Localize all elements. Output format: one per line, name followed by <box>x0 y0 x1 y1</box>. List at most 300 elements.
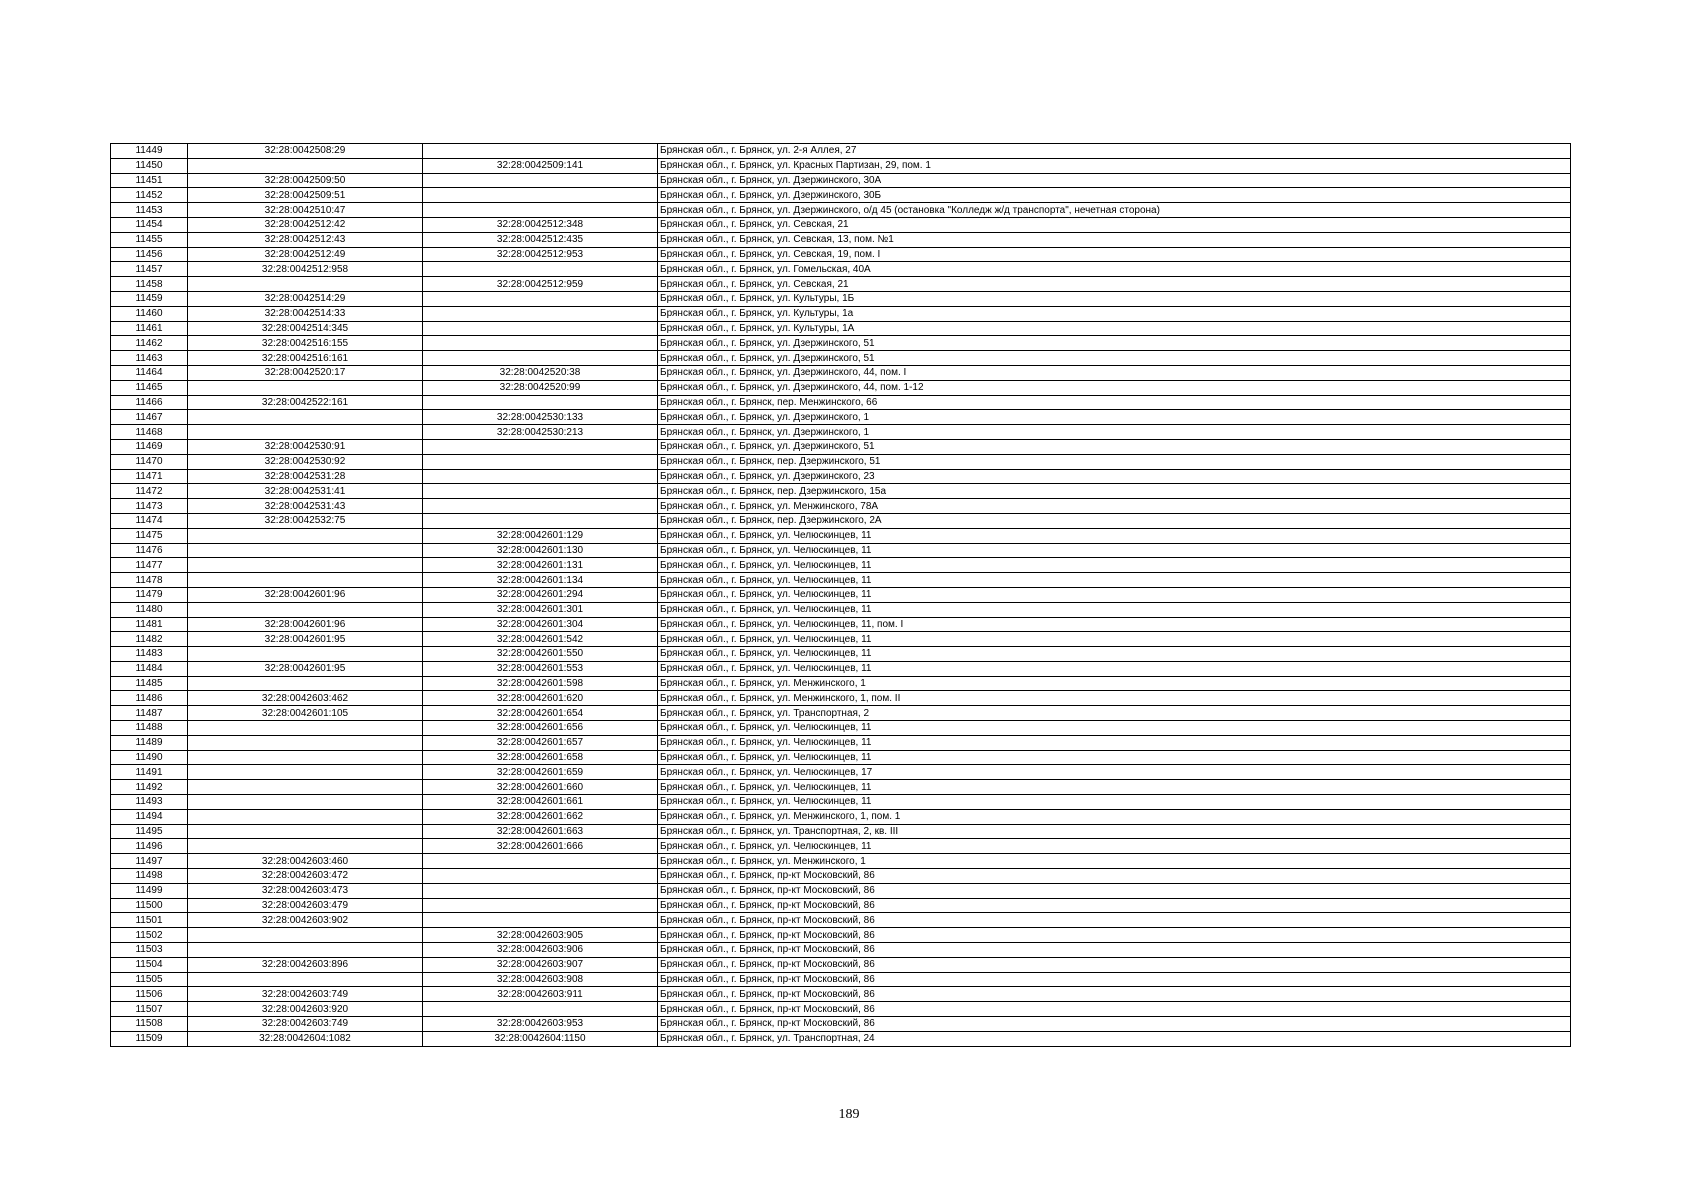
table-row <box>111 247 1571 262</box>
land-cadastral-number-cell: 32:28:0042603:749 <box>188 1017 423 1032</box>
row-number-cell: 11457 <box>111 262 188 277</box>
table-row <box>111 351 1571 366</box>
row-number-cell: 11455 <box>111 232 188 247</box>
table-row <box>111 750 1571 765</box>
address-cell: Брянская обл., г. Брянск, пер. Дзержинского, 51 <box>658 454 1571 469</box>
row-number-cell: 11452 <box>111 188 188 203</box>
object-cadastral-number-cell <box>423 499 658 514</box>
object-cadastral-number-cell: 32:28:0042603:911 <box>423 987 658 1002</box>
land-cadastral-number-cell <box>188 647 423 662</box>
table-row <box>111 306 1571 321</box>
land-cadastral-number-cell: 32:28:0042601:95 <box>188 661 423 676</box>
row-number-cell: 11469 <box>111 439 188 454</box>
row-number-cell: 11482 <box>111 632 188 647</box>
address-cell: Брянская обл., г. Брянск, ул. Дзержинского, 51 <box>658 336 1571 351</box>
row-number-cell: 11477 <box>111 558 188 573</box>
table-row <box>111 780 1571 795</box>
table-row <box>111 661 1571 676</box>
table-row <box>111 647 1571 662</box>
table-row <box>111 336 1571 351</box>
row-number-cell: 11458 <box>111 277 188 292</box>
row-number-cell: 11507 <box>111 1002 188 1017</box>
object-cadastral-number-cell <box>423 1002 658 1017</box>
land-cadastral-number-cell <box>188 721 423 736</box>
address-cell: Брянская обл., г. Брянск, ул. Дзержинского, 1 <box>658 410 1571 425</box>
address-cell: Брянская обл., г. Брянск, ул. Культуры, 1Б <box>658 291 1571 306</box>
row-number-cell: 11464 <box>111 365 188 380</box>
object-cadastral-number-cell: 32:28:0042601:662 <box>423 809 658 824</box>
address-cell: Брянская обл., г. Брянск, ул. Челюскинцев, 17 <box>658 765 1571 780</box>
object-cadastral-number-cell <box>423 321 658 336</box>
land-cadastral-number-cell: 32:28:0042522:161 <box>188 395 423 410</box>
row-number-cell: 11488 <box>111 721 188 736</box>
land-cadastral-number-cell: 32:28:0042603:749 <box>188 987 423 1002</box>
address-cell: Брянская обл., г. Брянск, ул. Челюскинцев, 11 <box>658 647 1571 662</box>
table-row <box>111 262 1571 277</box>
row-number-cell: 11454 <box>111 217 188 232</box>
row-number-cell: 11450 <box>111 158 188 173</box>
registry-table <box>110 143 1571 1047</box>
table-row <box>111 543 1571 558</box>
object-cadastral-number-cell: 32:28:0042601:134 <box>423 573 658 588</box>
object-cadastral-number-cell: 32:28:0042601:658 <box>423 750 658 765</box>
row-number-cell: 11479 <box>111 587 188 602</box>
row-number-cell: 11494 <box>111 809 188 824</box>
land-cadastral-number-cell: 32:28:0042603:462 <box>188 691 423 706</box>
row-number-cell: 11476 <box>111 543 188 558</box>
table-row <box>111 1017 1571 1032</box>
land-cadastral-number-cell <box>188 558 423 573</box>
object-cadastral-number-cell: 32:28:0042601:131 <box>423 558 658 573</box>
address-cell: Брянская обл., г. Брянск, ул. Челюскинцев, 11 <box>658 780 1571 795</box>
object-cadastral-number-cell: 32:28:0042601:620 <box>423 691 658 706</box>
row-number-cell: 11459 <box>111 291 188 306</box>
object-cadastral-number-cell: 32:28:0042604:1150 <box>423 1031 658 1046</box>
land-cadastral-number-cell <box>188 573 423 588</box>
object-cadastral-number-cell: 32:28:0042512:953 <box>423 247 658 262</box>
row-number-cell: 11497 <box>111 854 188 869</box>
object-cadastral-number-cell: 32:28:0042520:38 <box>423 365 658 380</box>
table-row <box>111 632 1571 647</box>
table-row <box>111 410 1571 425</box>
land-cadastral-number-cell: 32:28:0042603:920 <box>188 1002 423 1017</box>
address-cell: Брянская обл., г. Брянск, ул. Челюскинцев, 11, пом. I <box>658 617 1571 632</box>
row-number-cell: 11492 <box>111 780 188 795</box>
table-row <box>111 676 1571 691</box>
row-number-cell: 11484 <box>111 661 188 676</box>
address-cell: Брянская обл., г. Брянск, пр-кт Московский, 86 <box>658 1017 1571 1032</box>
object-cadastral-number-cell <box>423 395 658 410</box>
address-cell: Брянская обл., г. Брянск, пр-кт Московский, 86 <box>658 869 1571 884</box>
row-number-cell: 11465 <box>111 380 188 395</box>
object-cadastral-number-cell: 32:28:0042601:657 <box>423 735 658 750</box>
row-number-cell: 11504 <box>111 957 188 972</box>
table-row <box>111 824 1571 839</box>
object-cadastral-number-cell <box>423 913 658 928</box>
table-row <box>111 587 1571 602</box>
row-number-cell: 11506 <box>111 987 188 1002</box>
object-cadastral-number-cell <box>423 854 658 869</box>
object-cadastral-number-cell: 32:28:0042601:666 <box>423 839 658 854</box>
land-cadastral-number-cell: 32:28:0042509:51 <box>188 188 423 203</box>
row-number-cell: 11495 <box>111 824 188 839</box>
table-row <box>111 972 1571 987</box>
row-number-cell: 11468 <box>111 425 188 440</box>
row-number-cell: 11481 <box>111 617 188 632</box>
land-cadastral-number-cell: 32:28:0042510:47 <box>188 203 423 218</box>
land-cadastral-number-cell: 32:28:0042512:43 <box>188 232 423 247</box>
address-cell: Брянская обл., г. Брянск, ул. Культуры, 1а <box>658 306 1571 321</box>
land-cadastral-number-cell <box>188 543 423 558</box>
address-cell: Брянская обл., г. Брянск, ул. Челюскинцев, 11 <box>658 795 1571 810</box>
row-number-cell: 11475 <box>111 528 188 543</box>
land-cadastral-number-cell: 32:28:0042514:29 <box>188 291 423 306</box>
address-cell: Брянская обл., г. Брянск, ул. Культуры, 1А <box>658 321 1571 336</box>
row-number-cell: 11478 <box>111 573 188 588</box>
address-cell: Брянская обл., г. Брянск, пр-кт Московский, 86 <box>658 957 1571 972</box>
address-cell: Брянская обл., г. Брянск, ул. Дзержинского, 30А <box>658 173 1571 188</box>
address-cell: Брянская обл., г. Брянск, ул. Дзержинского, 23 <box>658 469 1571 484</box>
land-cadastral-number-cell <box>188 277 423 292</box>
table-row <box>111 602 1571 617</box>
address-cell: Брянская обл., г. Брянск, ул. Челюскинцев, 11 <box>658 528 1571 543</box>
object-cadastral-number-cell: 32:28:0042601:304 <box>423 617 658 632</box>
table-row <box>111 883 1571 898</box>
row-number-cell: 11473 <box>111 499 188 514</box>
address-cell: Брянская обл., г. Брянск, ул. Транспортная, 2, кв. III <box>658 824 1571 839</box>
table-row <box>111 721 1571 736</box>
table-row <box>111 898 1571 913</box>
table-row <box>111 454 1571 469</box>
object-cadastral-number-cell <box>423 351 658 366</box>
object-cadastral-number-cell: 32:28:0042530:213 <box>423 425 658 440</box>
object-cadastral-number-cell: 32:28:0042520:99 <box>423 380 658 395</box>
object-cadastral-number-cell <box>423 898 658 913</box>
table-row <box>111 869 1571 884</box>
row-number-cell: 11480 <box>111 602 188 617</box>
object-cadastral-number-cell <box>423 513 658 528</box>
address-cell: Брянская обл., г. Брянск, ул. Менжинского, 1 <box>658 676 1571 691</box>
table-row <box>111 380 1571 395</box>
table-row <box>111 987 1571 1002</box>
table-row <box>111 795 1571 810</box>
row-number-cell: 11498 <box>111 869 188 884</box>
land-cadastral-number-cell <box>188 972 423 987</box>
address-cell: Брянская обл., г. Брянск, пр-кт Московский, 86 <box>658 883 1571 898</box>
address-cell: Брянская обл., г. Брянск, пр-кт Московский, 86 <box>658 972 1571 987</box>
page-number: 189 <box>838 1107 860 1122</box>
object-cadastral-number-cell: 32:28:0042601:129 <box>423 528 658 543</box>
table-row <box>111 439 1571 454</box>
object-cadastral-number-cell: 32:28:0042601:663 <box>423 824 658 839</box>
table-row <box>111 735 1571 750</box>
address-cell: Брянская обл., г. Брянск, ул. Гомельская, 40А <box>658 262 1571 277</box>
table-row <box>111 365 1571 380</box>
object-cadastral-number-cell: 32:28:0042601:660 <box>423 780 658 795</box>
land-cadastral-number-cell <box>188 158 423 173</box>
table-row <box>111 425 1571 440</box>
address-cell: Брянская обл., г. Брянск, ул. Дзержинского, 30Б <box>658 188 1571 203</box>
land-cadastral-number-cell: 32:28:0042530:92 <box>188 454 423 469</box>
table-row <box>111 513 1571 528</box>
object-cadastral-number-cell <box>423 454 658 469</box>
object-cadastral-number-cell: 32:28:0042603:953 <box>423 1017 658 1032</box>
object-cadastral-number-cell: 32:28:0042603:905 <box>423 928 658 943</box>
land-cadastral-number-cell: 32:28:0042531:43 <box>188 499 423 514</box>
row-number-cell: 11451 <box>111 173 188 188</box>
row-number-cell: 11486 <box>111 691 188 706</box>
land-cadastral-number-cell: 32:28:0042603:460 <box>188 854 423 869</box>
address-cell: Брянская обл., г. Брянск, ул. Челюскинцев, 11 <box>658 543 1571 558</box>
row-number-cell: 11483 <box>111 647 188 662</box>
object-cadastral-number-cell <box>423 306 658 321</box>
object-cadastral-number-cell: 32:28:0042601:656 <box>423 721 658 736</box>
address-cell: Брянская обл., г. Брянск, ул. Челюскинцев, 11 <box>658 750 1571 765</box>
land-cadastral-number-cell: 32:28:0042603:902 <box>188 913 423 928</box>
table-row <box>111 854 1571 869</box>
land-cadastral-number-cell <box>188 410 423 425</box>
row-number-cell: 11472 <box>111 484 188 499</box>
address-cell: Брянская обл., г. Брянск, ул. Дзержинского, 1 <box>658 425 1571 440</box>
address-cell: Брянская обл., г. Брянск, ул. Менжинского, 1, пом. 1 <box>658 809 1571 824</box>
land-cadastral-number-cell: 32:28:0042512:49 <box>188 247 423 262</box>
registry-table-body <box>111 144 1571 1047</box>
address-cell: Брянская обл., г. Брянск, ул. Челюскинцев, 11 <box>658 602 1571 617</box>
land-cadastral-number-cell: 32:28:0042603:479 <box>188 898 423 913</box>
land-cadastral-number-cell <box>188 602 423 617</box>
address-cell: Брянская обл., г. Брянск, ул. Челюскинцев, 11 <box>658 839 1571 854</box>
address-cell: Брянская обл., г. Брянск, пер. Менжинского, 66 <box>658 395 1571 410</box>
table-row <box>111 558 1571 573</box>
address-cell: Брянская обл., г. Брянск, ул. Менжинского, 1, пом. II <box>658 691 1571 706</box>
table-row <box>111 809 1571 824</box>
table-row <box>111 232 1571 247</box>
address-cell: Брянская обл., г. Брянск, ул. Дзержинского, 51 <box>658 439 1571 454</box>
land-cadastral-number-cell: 32:28:0042601:96 <box>188 617 423 632</box>
row-number-cell: 11491 <box>111 765 188 780</box>
address-cell: Брянская обл., г. Брянск, ул. Челюскинцев, 11 <box>658 587 1571 602</box>
row-number-cell: 11460 <box>111 306 188 321</box>
address-cell: Брянская обл., г. Брянск, ул. Челюскинцев, 11 <box>658 573 1571 588</box>
land-cadastral-number-cell: 32:28:0042603:473 <box>188 883 423 898</box>
land-cadastral-number-cell: 32:28:0042508:29 <box>188 144 423 159</box>
address-cell: Брянская обл., г. Брянск, ул. 2-я Аллея, 27 <box>658 144 1571 159</box>
object-cadastral-number-cell: 32:28:0042512:435 <box>423 232 658 247</box>
table-row <box>111 943 1571 958</box>
address-cell: Брянская обл., г. Брянск, пр-кт Московский, 86 <box>658 898 1571 913</box>
table-row <box>111 484 1571 499</box>
table-row <box>111 291 1571 306</box>
row-number-cell: 11509 <box>111 1031 188 1046</box>
land-cadastral-number-cell <box>188 528 423 543</box>
row-number-cell: 11496 <box>111 839 188 854</box>
table-row <box>111 839 1571 854</box>
land-cadastral-number-cell: 32:28:0042603:896 <box>188 957 423 972</box>
land-cadastral-number-cell: 32:28:0042516:161 <box>188 351 423 366</box>
land-cadastral-number-cell <box>188 765 423 780</box>
object-cadastral-number-cell: 32:28:0042603:908 <box>423 972 658 987</box>
row-number-cell: 11463 <box>111 351 188 366</box>
address-cell: Брянская обл., г. Брянск, пер. Дзержинского, 15а <box>658 484 1571 499</box>
address-cell: Брянская обл., г. Брянск, ул. Челюскинцев, 11 <box>658 632 1571 647</box>
land-cadastral-number-cell: 32:28:0042509:50 <box>188 173 423 188</box>
object-cadastral-number-cell: 32:28:0042601:130 <box>423 543 658 558</box>
row-number-cell: 11503 <box>111 943 188 958</box>
object-cadastral-number-cell: 32:28:0042601:661 <box>423 795 658 810</box>
table-row <box>111 573 1571 588</box>
table-row <box>111 395 1571 410</box>
row-number-cell: 11499 <box>111 883 188 898</box>
row-number-cell: 11456 <box>111 247 188 262</box>
address-cell: Брянская обл., г. Брянск, ул. Челюскинцев, 11 <box>658 721 1571 736</box>
object-cadastral-number-cell <box>423 262 658 277</box>
land-cadastral-number-cell: 32:28:0042512:42 <box>188 217 423 232</box>
table-row <box>111 617 1571 632</box>
address-cell: Брянская обл., г. Брянск, ул. Транспортная, 2 <box>658 706 1571 721</box>
object-cadastral-number-cell <box>423 484 658 499</box>
object-cadastral-number-cell <box>423 883 658 898</box>
address-cell: Брянская обл., г. Брянск, пр-кт Московский, 86 <box>658 1002 1571 1017</box>
object-cadastral-number-cell: 32:28:0042601:550 <box>423 647 658 662</box>
land-cadastral-number-cell <box>188 380 423 395</box>
table-row <box>111 528 1571 543</box>
row-number-cell: 11493 <box>111 795 188 810</box>
row-number-cell: 11490 <box>111 750 188 765</box>
address-cell: Брянская обл., г. Брянск, ул. Транспортная, 24 <box>658 1031 1571 1046</box>
object-cadastral-number-cell <box>423 203 658 218</box>
row-number-cell: 11470 <box>111 454 188 469</box>
land-cadastral-number-cell: 32:28:0042531:28 <box>188 469 423 484</box>
object-cadastral-number-cell: 32:28:0042601:659 <box>423 765 658 780</box>
table-row <box>111 173 1571 188</box>
table-row <box>111 706 1571 721</box>
address-cell: Брянская обл., г. Брянск, ул. Дзержинского, 44, пом. 1-12 <box>658 380 1571 395</box>
table-row <box>111 469 1571 484</box>
object-cadastral-number-cell: 32:28:0042512:348 <box>423 217 658 232</box>
land-cadastral-number-cell <box>188 809 423 824</box>
row-number-cell: 11502 <box>111 928 188 943</box>
row-number-cell: 11500 <box>111 898 188 913</box>
object-cadastral-number-cell <box>423 291 658 306</box>
address-cell: Брянская обл., г. Брянск, ул. Дзержинского, 51 <box>658 351 1571 366</box>
land-cadastral-number-cell: 32:28:0042601:105 <box>188 706 423 721</box>
row-number-cell: 11487 <box>111 706 188 721</box>
table-row <box>111 957 1571 972</box>
address-cell: Брянская обл., г. Брянск, ул. Менжинского, 78А <box>658 499 1571 514</box>
object-cadastral-number-cell: 32:28:0042601:301 <box>423 602 658 617</box>
object-cadastral-number-cell <box>423 869 658 884</box>
land-cadastral-number-cell: 32:28:0042532:75 <box>188 513 423 528</box>
object-cadastral-number-cell: 32:28:0042603:906 <box>423 943 658 958</box>
row-number-cell: 11449 <box>111 144 188 159</box>
address-cell: Брянская обл., г. Брянск, ул. Челюскинцев, 11 <box>658 661 1571 676</box>
table-row <box>111 499 1571 514</box>
row-number-cell: 11471 <box>111 469 188 484</box>
object-cadastral-number-cell <box>423 439 658 454</box>
table-row <box>111 765 1571 780</box>
address-cell: Брянская обл., г. Брянск, ул. Дзержинского, 44, пом. I <box>658 365 1571 380</box>
row-number-cell: 11461 <box>111 321 188 336</box>
object-cadastral-number-cell: 32:28:0042530:133 <box>423 410 658 425</box>
object-cadastral-number-cell: 32:28:0042603:907 <box>423 957 658 972</box>
object-cadastral-number-cell: 32:28:0042601:553 <box>423 661 658 676</box>
table-row <box>111 913 1571 928</box>
row-number-cell: 11508 <box>111 1017 188 1032</box>
address-cell: Брянская обл., г. Брянск, ул. Севская, 21 <box>658 217 1571 232</box>
land-cadastral-number-cell <box>188 943 423 958</box>
address-cell: Брянская обл., г. Брянск, пр-кт Московский, 86 <box>658 913 1571 928</box>
table-row <box>111 158 1571 173</box>
row-number-cell: 11462 <box>111 336 188 351</box>
land-cadastral-number-cell <box>188 676 423 691</box>
address-cell: Брянская обл., г. Брянск, ул. Севская, 21 <box>658 277 1571 292</box>
object-cadastral-number-cell <box>423 188 658 203</box>
land-cadastral-number-cell: 32:28:0042604:1082 <box>188 1031 423 1046</box>
table-row <box>111 203 1571 218</box>
address-cell: Брянская обл., г. Брянск, ул. Севская, 19, пом. I <box>658 247 1571 262</box>
object-cadastral-number-cell: 32:28:0042601:598 <box>423 676 658 691</box>
object-cadastral-number-cell: 32:28:0042601:294 <box>423 587 658 602</box>
land-cadastral-number-cell <box>188 780 423 795</box>
object-cadastral-number-cell <box>423 173 658 188</box>
object-cadastral-number-cell <box>423 336 658 351</box>
table-row <box>111 188 1571 203</box>
address-cell: Брянская обл., г. Брянск, ул. Красных Партизан, 29, пом. 1 <box>658 158 1571 173</box>
object-cadastral-number-cell: 32:28:0042512:959 <box>423 277 658 292</box>
land-cadastral-number-cell: 32:28:0042603:472 <box>188 869 423 884</box>
land-cadastral-number-cell: 32:28:0042520:17 <box>188 365 423 380</box>
address-cell: Брянская обл., г. Брянск, ул. Челюскинцев, 11 <box>658 735 1571 750</box>
land-cadastral-number-cell <box>188 839 423 854</box>
object-cadastral-number-cell: 32:28:0042509:141 <box>423 158 658 173</box>
object-cadastral-number-cell: 32:28:0042601:542 <box>423 632 658 647</box>
table-row <box>111 928 1571 943</box>
address-cell: Брянская обл., г. Брянск, пр-кт Московский, 86 <box>658 943 1571 958</box>
land-cadastral-number-cell <box>188 824 423 839</box>
address-cell: Брянская обл., г. Брянск, ул. Севская, 13, пом. №1 <box>658 232 1571 247</box>
row-number-cell: 11489 <box>111 735 188 750</box>
land-cadastral-number-cell: 32:28:0042514:33 <box>188 306 423 321</box>
table-row <box>111 691 1571 706</box>
address-cell: Брянская обл., г. Брянск, пер. Дзержинского, 2А <box>658 513 1571 528</box>
row-number-cell: 11466 <box>111 395 188 410</box>
object-cadastral-number-cell <box>423 144 658 159</box>
land-cadastral-number-cell: 32:28:0042516:155 <box>188 336 423 351</box>
row-number-cell: 11505 <box>111 972 188 987</box>
land-cadastral-number-cell: 32:28:0042601:95 <box>188 632 423 647</box>
address-cell: Брянская обл., г. Брянск, пр-кт Московский, 86 <box>658 987 1571 1002</box>
address-cell: Брянская обл., г. Брянск, ул. Менжинского, 1 <box>658 854 1571 869</box>
object-cadastral-number-cell: 32:28:0042601:654 <box>423 706 658 721</box>
row-number-cell: 11467 <box>111 410 188 425</box>
table-row <box>111 277 1571 292</box>
address-cell: Брянская обл., г. Брянск, ул. Челюскинцев, 11 <box>658 558 1571 573</box>
land-cadastral-number-cell: 32:28:0042514:345 <box>188 321 423 336</box>
row-number-cell: 11485 <box>111 676 188 691</box>
land-cadastral-number-cell <box>188 795 423 810</box>
land-cadastral-number-cell <box>188 750 423 765</box>
land-cadastral-number-cell <box>188 735 423 750</box>
table-row <box>111 1031 1571 1046</box>
land-cadastral-number-cell: 32:28:0042512:958 <box>188 262 423 277</box>
table-row <box>111 1002 1571 1017</box>
row-number-cell: 11453 <box>111 203 188 218</box>
land-cadastral-number-cell <box>188 425 423 440</box>
land-cadastral-number-cell: 32:28:0042601:96 <box>188 587 423 602</box>
address-cell: Брянская обл., г. Брянск, ул. Дзержинского, о/д 45 (остановка "Колледж ж/д транспорта", нечетная сторона) <box>658 203 1571 218</box>
land-cadastral-number-cell: 32:28:0042530:91 <box>188 439 423 454</box>
land-cadastral-number-cell: 32:28:0042531:41 <box>188 484 423 499</box>
